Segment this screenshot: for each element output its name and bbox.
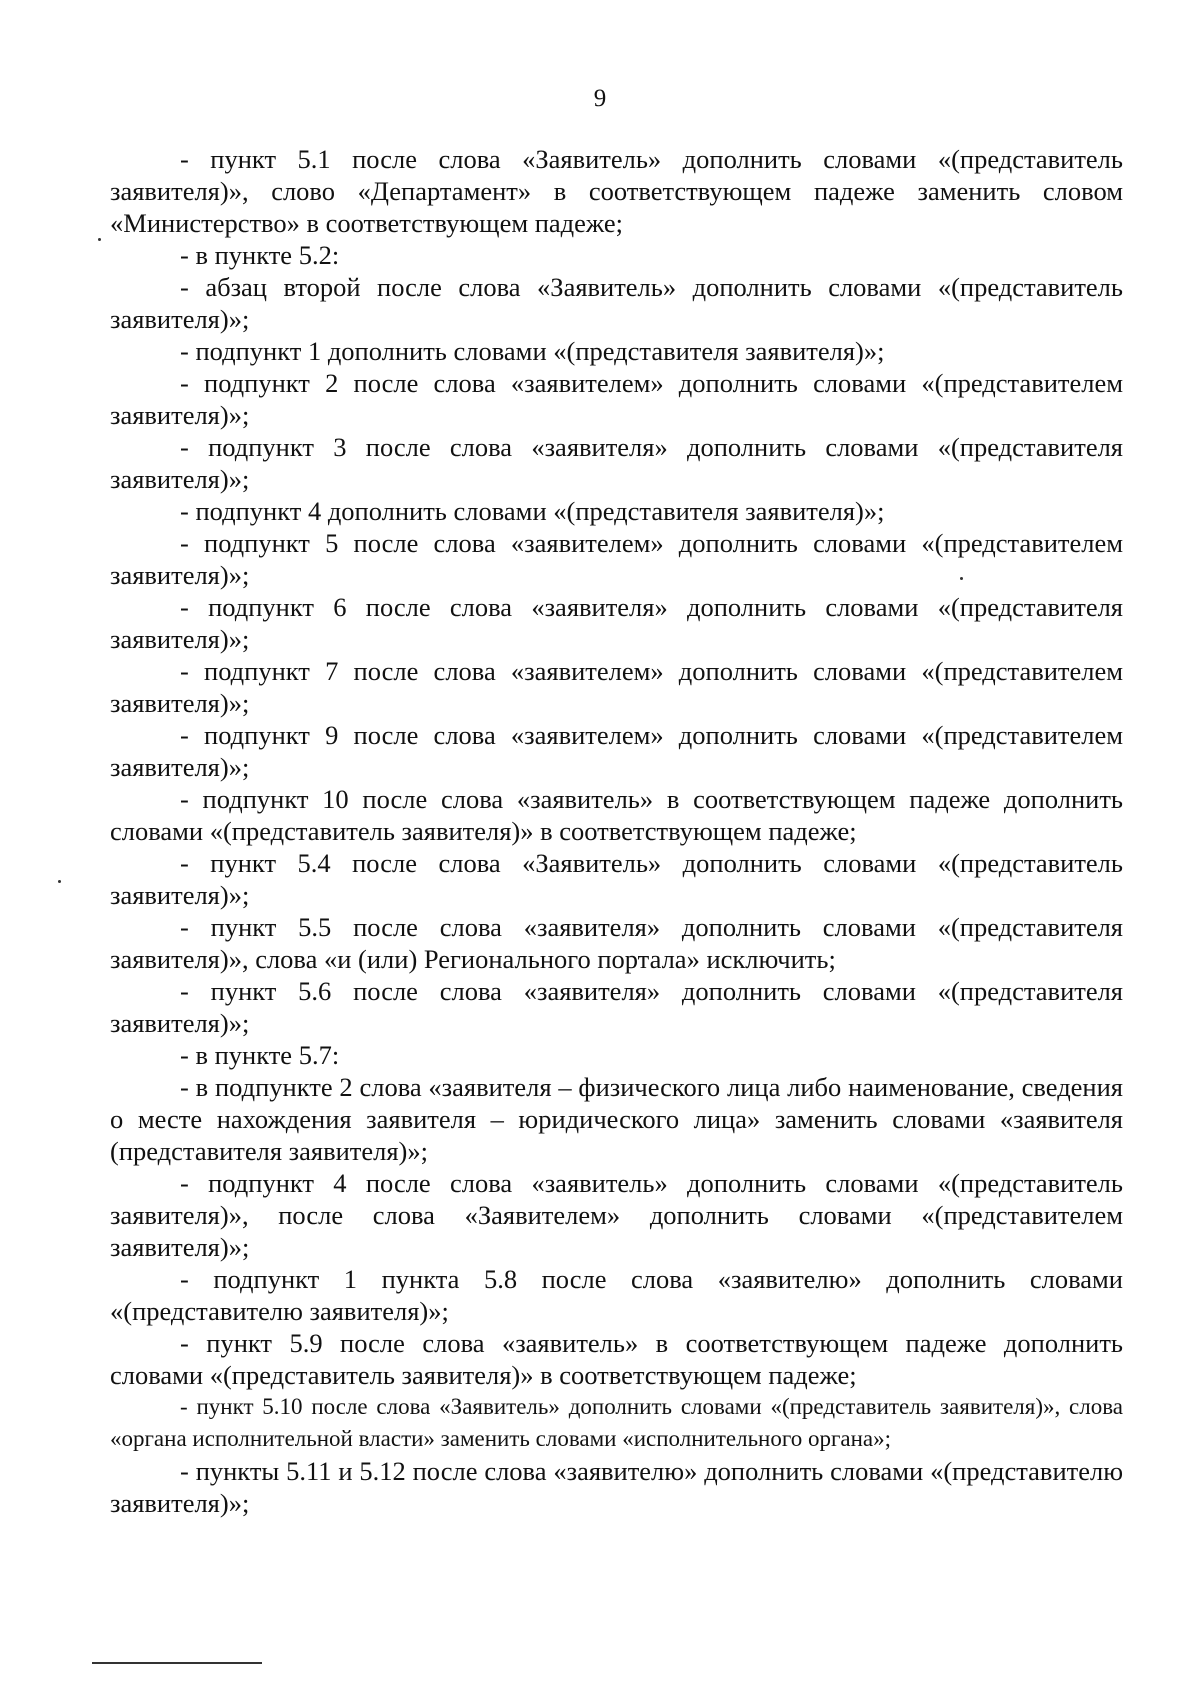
scan-speck: [98, 238, 101, 241]
paragraph-6: - подпункт 3 после слова «заявителя» дополнить словами «(представителя заявителя)»;: [110, 432, 1123, 494]
paragraph-22: - пункты 5.11 и 5.12 после слова «заявителю» дополнить словами «(представителю заявителя)»;: [110, 1456, 1123, 1518]
paragraph-14: - пункт 5.5 после слова «заявителя» дополнить словами «(представителя заявителя)», слова «и (или) Регионального портала» исключить;: [110, 912, 1123, 974]
paragraph-12: - подпункт 10 после слова «заявитель» в соответствующем падеже дополнить словами «(представитель заявителя)» в соответствующем падеже;: [110, 784, 1123, 846]
paragraph-16: - в пункте 5.7:: [180, 1040, 340, 1070]
paragraph-18: - подпункт 4 после слова «заявитель» дополнить словами «(представитель заявителя)», после слова «Заявителем» дополнить словами «(представителем заявителя)»;: [110, 1168, 1123, 1262]
document-body: [110, 143, 1123, 1519]
paragraph-2: - в пункте 5.2:: [180, 240, 340, 270]
paragraph-21: - пункт 5.10 после слова «Заявитель» дополнить словами «(представитель заявителя)», слова «органа исполнительной власти» заменить словами «исполнительного органа»;: [110, 1394, 1123, 1451]
scan-speck: [960, 577, 963, 580]
paragraph-1: - пункт 5.1 после слова «Заявитель» дополнить словами «(представитель заявителя)», слово «Департамент» в соответствующем падеже заменить словом «Министерство» в соответствующем падеже;: [110, 144, 1123, 238]
paragraph-7: - подпункт 4 дополнить словами «(представителя заявителя)»;: [180, 496, 885, 526]
paragraph-17: - в подпункте 2 слова «заявителя – физического лица либо наименование, сведения о месте нахождения заявителя – юридического лица» заменить словами «заявителя (представителя заявителя)»;: [110, 1072, 1123, 1166]
paragraph-11: - подпункт 9 после слова «заявителем» дополнить словами «(представителем заявителя)»;: [110, 720, 1123, 782]
scan-speck: [58, 880, 61, 883]
paragraph-19: - подпункт 1 пункта 5.8 после слова «заявителю» дополнить словами «(представителю заявителя)»;: [110, 1264, 1123, 1326]
paragraph-15: - пункт 5.6 после слова «заявителя» дополнить словами «(представителя заявителя)»;: [110, 976, 1123, 1038]
paragraph-10: - подпункт 7 после слова «заявителем» дополнить словами «(представителем заявителя)»;: [110, 656, 1123, 718]
paragraph-8: - подпункт 5 после слова «заявителем» дополнить словами «(представителем заявителя)»;: [110, 528, 1123, 590]
paragraph-9: - подпункт 6 после слова «заявителя» дополнить словами «(представителя заявителя)»;: [110, 592, 1123, 654]
paragraph-5: - подпункт 2 после слова «заявителем» дополнить словами «(представителем заявителя)»;: [110, 368, 1123, 430]
paragraph-4: - подпункт 1 дополнить словами «(представителя заявителя)»;: [180, 336, 885, 366]
page-number: 9: [593, 85, 607, 112]
footer-rule: [92, 1662, 262, 1664]
paragraph-13: - пункт 5.4 после слова «Заявитель» дополнить словами «(представитель заявителя)»;: [110, 848, 1123, 910]
paragraph-3: - абзац второй после слова «Заявитель» дополнить словами «(представитель заявителя)»;: [110, 272, 1123, 334]
paragraph-20: - пункт 5.9 после слова «заявитель» в соответствующем падеже дополнить словами «(представитель заявителя)» в соответствующем падеже;: [110, 1328, 1123, 1390]
